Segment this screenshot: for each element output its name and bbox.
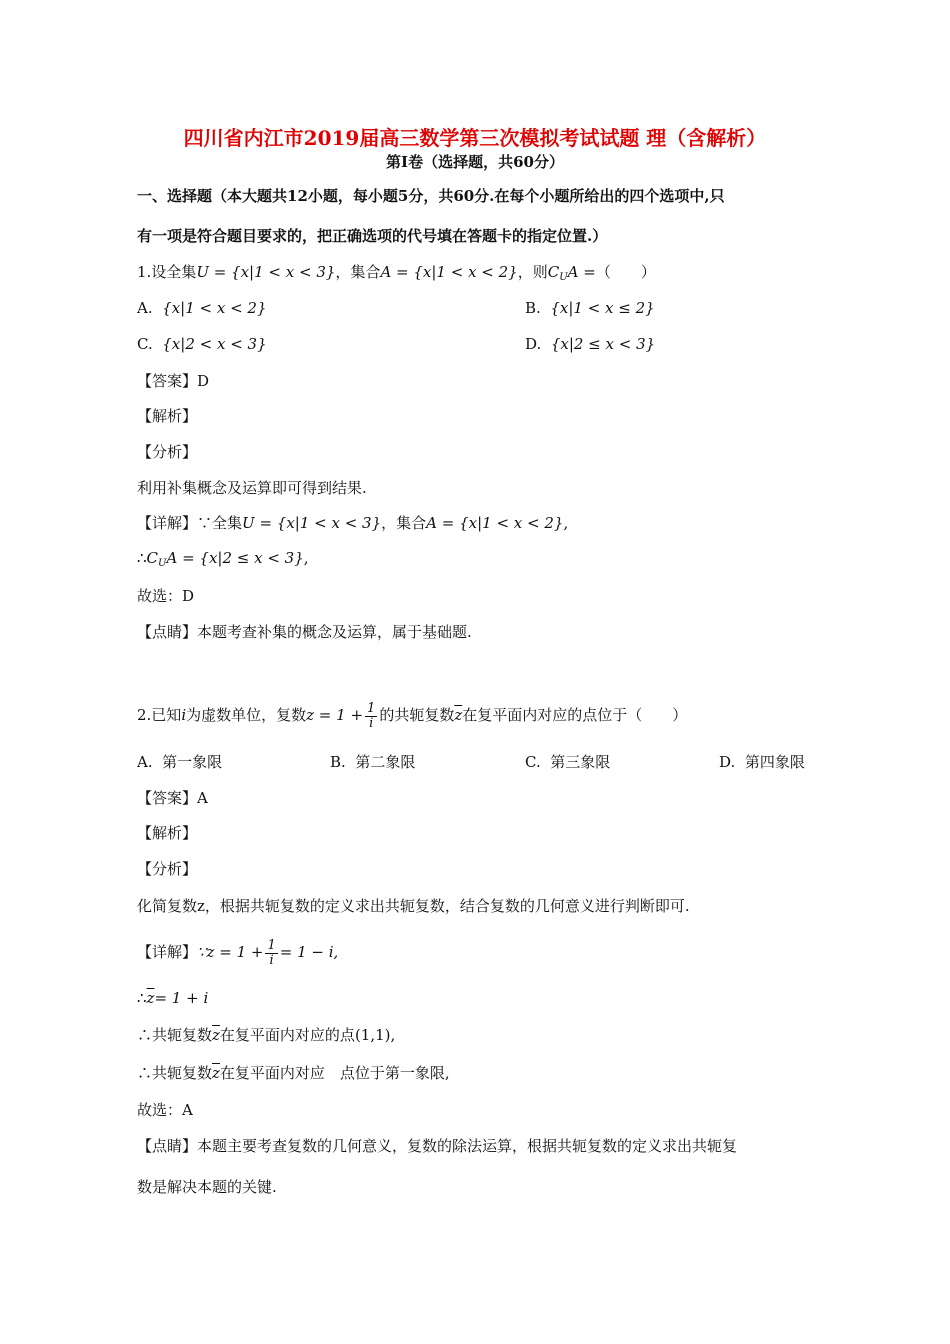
section-heading-line-1: 一、选择题（本大题共12小题，每小题5分，共60分.在每个小题所给出的四个选项中,只	[137, 187, 725, 205]
q1-fenxi-text: 利用补集概念及运算即可得到结果.	[137, 479, 367, 497]
document-subtitle: 第Ⅰ卷（选择题，共60分）	[386, 153, 564, 171]
q1-option-d: D. {x|2 ≤ x < 3}	[525, 335, 656, 353]
q2-fenxi-text: 化简复数z，根据共轭复数的定义求出共轭复数，结合复数的几何意义进行判断即可.	[137, 897, 690, 915]
section-heading-line-2: 有一项是符合题目要求的，把正确选项的代号填在答题卡的指定位置.）	[137, 227, 608, 245]
q2-fenxi-tag: 【分析】	[137, 860, 198, 878]
q2-option-d: D. 第四象限	[719, 753, 805, 771]
q2-option-b: B. 第二象限	[330, 753, 416, 771]
q1-choose: 故选：D	[137, 587, 195, 605]
q1-answer: 【答案】D	[137, 372, 210, 390]
q2-option-c: C. 第三象限	[525, 753, 611, 771]
q2-answer: 【答案】A	[137, 789, 208, 807]
q2-fraction: $\frac{1}{i}$	[367, 700, 376, 731]
q1-option-b: B. {x|1 < x ≤ 2}	[525, 299, 655, 317]
q2-option-a: A. 第一象限	[137, 753, 223, 771]
q1-option-a: A. {x|1 < x < 2}	[137, 299, 267, 317]
q2-stem: 2.已知i为虚数单位，复数z = 1 + $\frac{1}{i}$ 的共轭复数$\overline{z}$在复平面内对应的点位于（ ）	[137, 700, 688, 731]
q1-detail-line-2: $\therefore C_UA = \{x|2 \le x < 3\}$,	[137, 549, 309, 569]
q1-stem: 1.设全集U = {x|1 < x < 3}，集合A = {x|1 < x < 2}，则$C_UA$ =（ ）	[137, 263, 656, 283]
q2-detail-line-2: $\therefore\overline{z}= 1 + i$	[137, 989, 209, 1007]
q1-comment: 【点睛】本题考查补集的概念及运算，属于基础题.	[137, 623, 472, 641]
q1-option-c: C. {x|2 < x < 3}	[137, 335, 267, 353]
q2-comment-line-1: 【点睛】本题主要考查复数的几何意义，复数的除法运算，根据共轭复数的定义求出共轭复	[137, 1137, 738, 1155]
q1-detail-line-1: 【详解】∵全集U = {x|1 < x < 3}，集合A = {x|1 < x < 2},	[137, 514, 569, 532]
q1-analysis-tag: 【解析】	[137, 407, 198, 425]
q2-detail-line-3: ∴共轭复数$\overline{z}$在复平面内对应的点(1,1),	[137, 1026, 396, 1044]
q2-detail-line-4: ∴共轭复数$\overline{z}$在复平面内对应 点位于第一象限,	[137, 1064, 450, 1082]
q2-comment-line-2: 数是解决本题的关键.	[137, 1178, 277, 1196]
q2-choose: 故选：A	[137, 1101, 193, 1119]
q2-detail-line-1: 【详解】∵z = 1 + $\frac{1}{i}$ = 1 − i,	[137, 937, 339, 968]
q1-fenxi-tag: 【分析】	[137, 443, 198, 461]
q2-detail-fraction: $\frac{1}{i}$	[267, 937, 276, 968]
document-title: 四川省内江市2019届高三数学第三次模拟考试试题 理（含解析）	[183, 126, 767, 150]
q2-analysis-tag: 【解析】	[137, 824, 198, 842]
